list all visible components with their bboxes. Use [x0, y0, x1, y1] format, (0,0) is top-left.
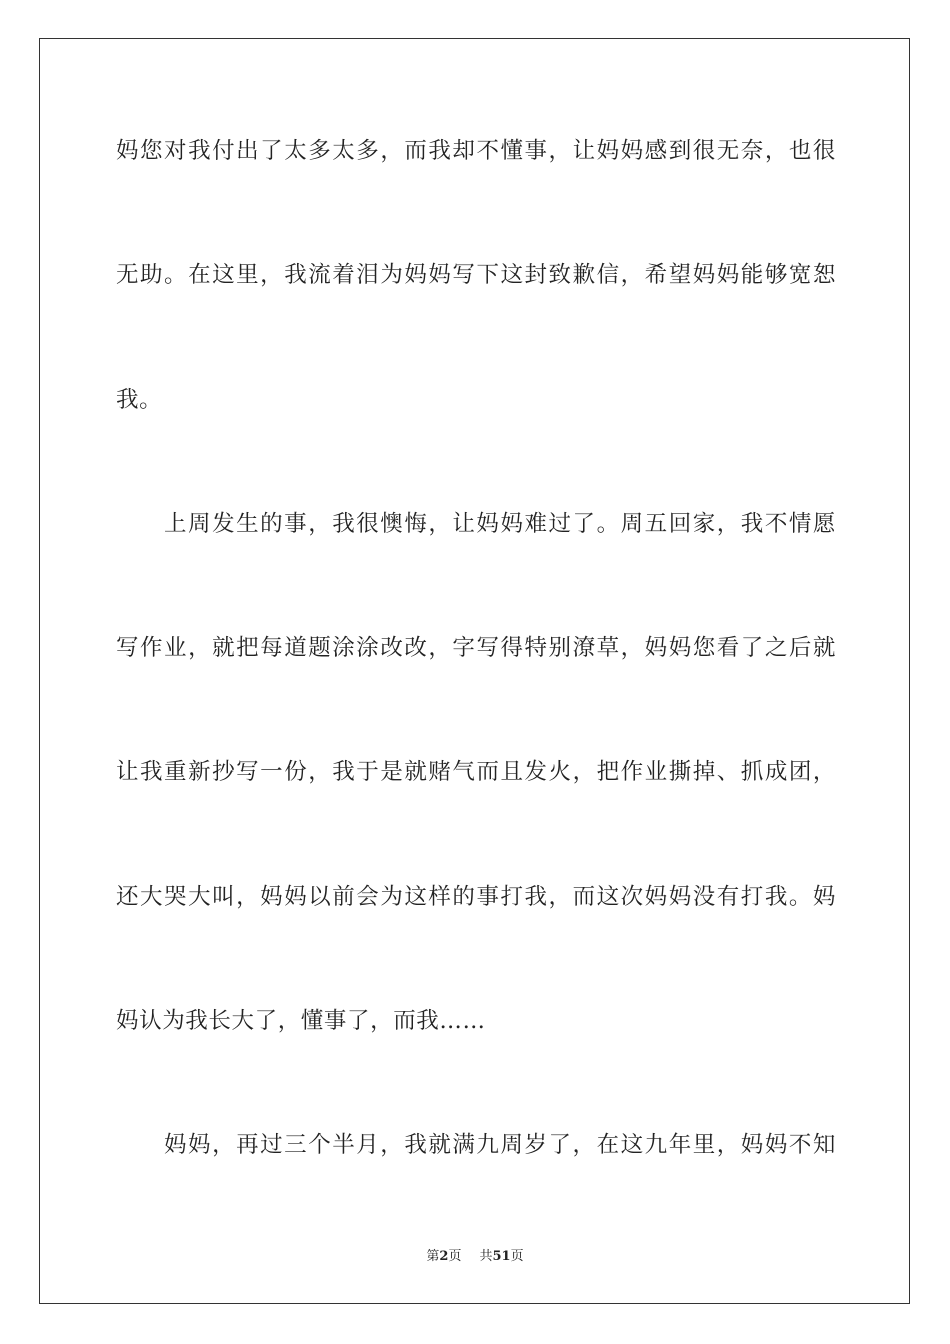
paragraph-line-9: 妈妈，再过三个半月，我就满九周岁了，在这九年里，妈妈不知 — [164, 1132, 836, 1158]
paragraph-line-7: 还大哭大叫，妈妈以前会为这样的事打我，而这次妈妈没有打我。妈 — [116, 884, 836, 910]
paragraph-line-6: 让我重新抄写一份，我于是就赌气而且发火，把作业撕掉、抓成团， — [116, 759, 836, 785]
total-prefix: 共 — [479, 1249, 493, 1264]
page-suffix: 页 — [448, 1249, 462, 1264]
paragraph-line-5: 写作业，就把每道题涂涂改改，字写得特别潦草，妈妈您看了之后就 — [116, 635, 836, 661]
page-border — [39, 38, 910, 1304]
paragraph-line-2: 无助。在这里，我流着泪为妈妈写下这封致歉信，希望妈妈能够宽恕 — [116, 262, 836, 288]
total-pages: 51 — [492, 1249, 511, 1264]
page-number: 2 — [439, 1249, 449, 1264]
paragraph-line-4: 上周发生的事，我很懊悔，让妈妈难过了。周五回家，我不情愿 — [164, 511, 836, 537]
page-prefix: 第 — [426, 1249, 440, 1264]
paragraph-line-1: 妈您对我付出了太多太多，而我却不懂事，让妈妈感到很无奈，也很 — [116, 138, 836, 164]
paragraph-line-8: 妈认为我长大了，懂事了，而我…… — [116, 1008, 486, 1034]
total-suffix: 页 — [510, 1249, 524, 1264]
page-footer — [0, 1248, 950, 1266]
paragraph-line-3: 我。 — [116, 387, 163, 413]
